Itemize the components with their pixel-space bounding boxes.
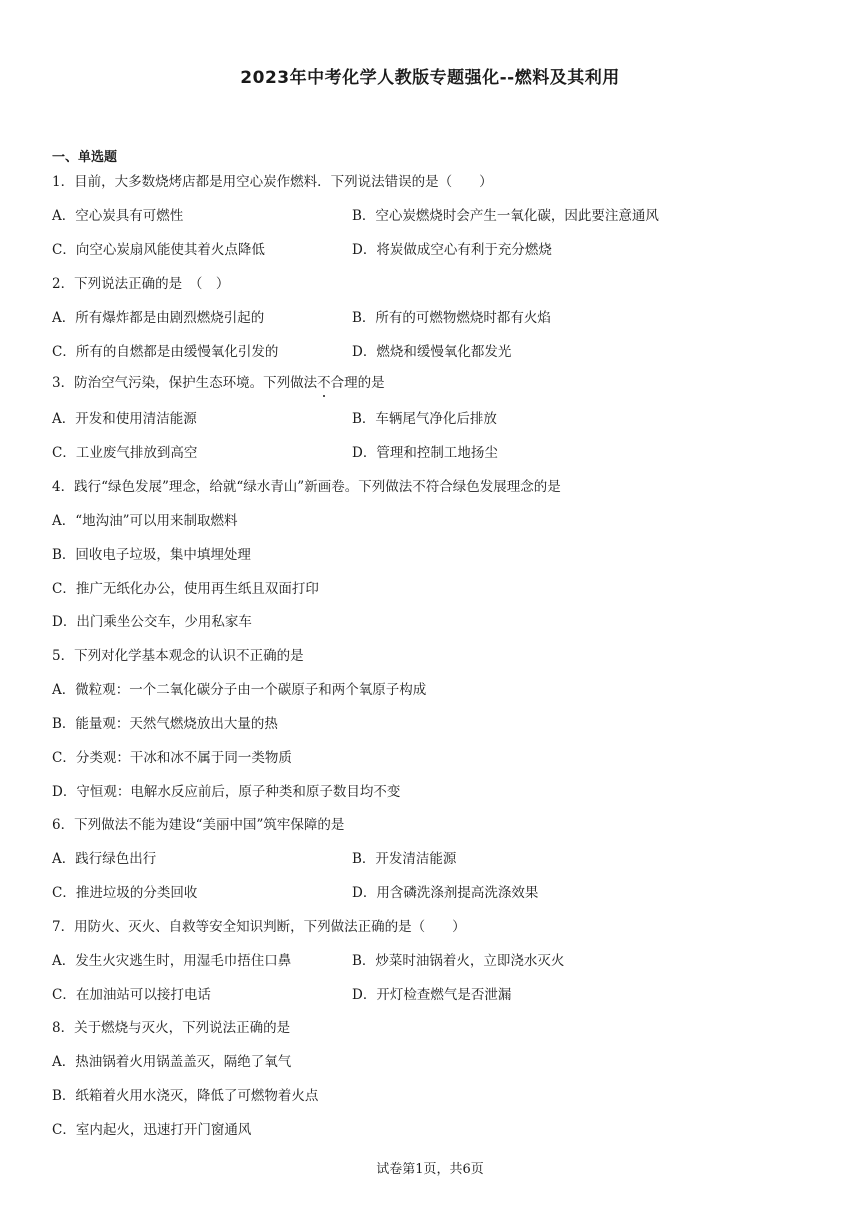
question-4-option-a: A．“地沟油”可以用来制取燃料 [52,513,238,529]
question-5-option-b: B．能量观：天然气燃烧放出大量的热 [52,716,278,732]
question-8-option-a: A．热油锅着火用锅盖盖灭，隔绝了氧气 [52,1054,292,1070]
question-5-option-d: D．守恒观：电解水反应前后，原子种类和原子数目均不变 [52,784,401,800]
question-6-option-b: B．开发清洁能源 [352,851,457,867]
page-footer: 试卷第1页，共6页 [376,1162,484,1177]
question-3-stem [52,374,385,392]
question-8-stem: 8．关于燃烧与灭火，下列说法正确的是 [52,1020,291,1036]
question-3-option-c: C．工业废气排放到高空 [52,445,198,461]
question-3-stem-end: 合理的是 [330,375,385,391]
question-8-option-b: B．纸箱着火用水浇灭，降低了可燃物着火点 [52,1088,319,1104]
question-6-option-d: D．用含磷洗涤剂提高洗涤效果 [352,885,539,901]
question-1-option-b: B．空心炭燃烧时会产生一氧化碳，因此要注意通风 [352,208,659,224]
question-7-option-c: C．在加油站可以接打电话 [52,987,211,1003]
question-4-option-c: C．推广无纸化办公，使用再生纸且双面打印 [52,581,319,597]
question-3-stem-start: 3．防治空气污染，保护生态环境。下列做法 [52,375,318,391]
question-2-option-d: D．燃烧和缓慢氧化都发光 [352,344,512,360]
question-2-stem: 2．下列说法正确的是 （ ） [52,276,230,292]
question-1-option-d: D．将炭做成空心有利于充分燃烧 [352,242,552,258]
question-8-option-c: C．室内起火，迅速打开门窗通风 [52,1122,252,1138]
document-title: 2023年中考化学人教版专题强化--燃料及其利用 [240,68,620,88]
question-6-option-c: C．推进垃圾的分类回收 [52,885,198,901]
question-6-option-a: A．践行绿色出行 [52,851,157,867]
question-4-option-d: D．出门乘坐公交车，少用私家车 [52,614,252,630]
question-7-option-d: D．开灯检查燃气是否泄漏 [352,987,512,1003]
emphasis-mark: 不 [317,375,331,391]
question-3-option-b: B．车辆尾气净化后排放 [352,411,497,427]
question-2-option-a: A．所有爆炸都是由剧烈燃烧引起的 [52,310,265,326]
question-1-option-a: A．空心炭具有可燃性 [52,208,184,224]
section-heading: 一、单选题 [52,150,118,165]
question-7-option-a: A．发生火灾逃生时，用湿毛巾捂住口鼻 [52,953,292,969]
question-3-option-a: A．开发和使用清洁能源 [52,411,197,427]
question-4-stem: 4．践行“绿色发展”理念，给就“绿水青山”新画卷。下列做法不符合绿色发展理念的是 [52,479,561,495]
question-5-stem: 5．下列对化学基本观念的认识不正确的是 [52,648,304,664]
question-1-stem: 1．目前，大多数烧烤店都是用空心炭作燃料．下列说法错误的是（ ） [52,174,493,190]
question-7-option-b: B．炒菜时油锅着火，立即浇水灭火 [352,953,565,969]
question-2-option-c: C．所有的自燃都是由缓慢氧化引发的 [52,344,279,360]
question-2-option-b: B．所有的可燃物燃烧时都有火焰 [352,310,551,326]
question-5-option-c: C．分类观：干冰和冰不属于同一类物质 [52,750,292,766]
question-7-stem: 7．用防火、灭火、自救等安全知识判断，下列做法正确的是（ ） [52,919,466,935]
question-5-option-a: A．微粒观：一个二氧化碳分子由一个碳原子和两个氧原子构成 [52,682,427,698]
question-6-stem: 6．下列做法不能为建设“美丽中国”筑牢保障的是 [52,817,345,833]
question-3-option-d: D．管理和控制工地扬尘 [352,445,498,461]
question-1-option-c: C．向空心炭扇风能使其着火点降低 [52,242,265,258]
question-4-option-b: B．回收电子垃圾，集中填埋处理 [52,547,251,563]
